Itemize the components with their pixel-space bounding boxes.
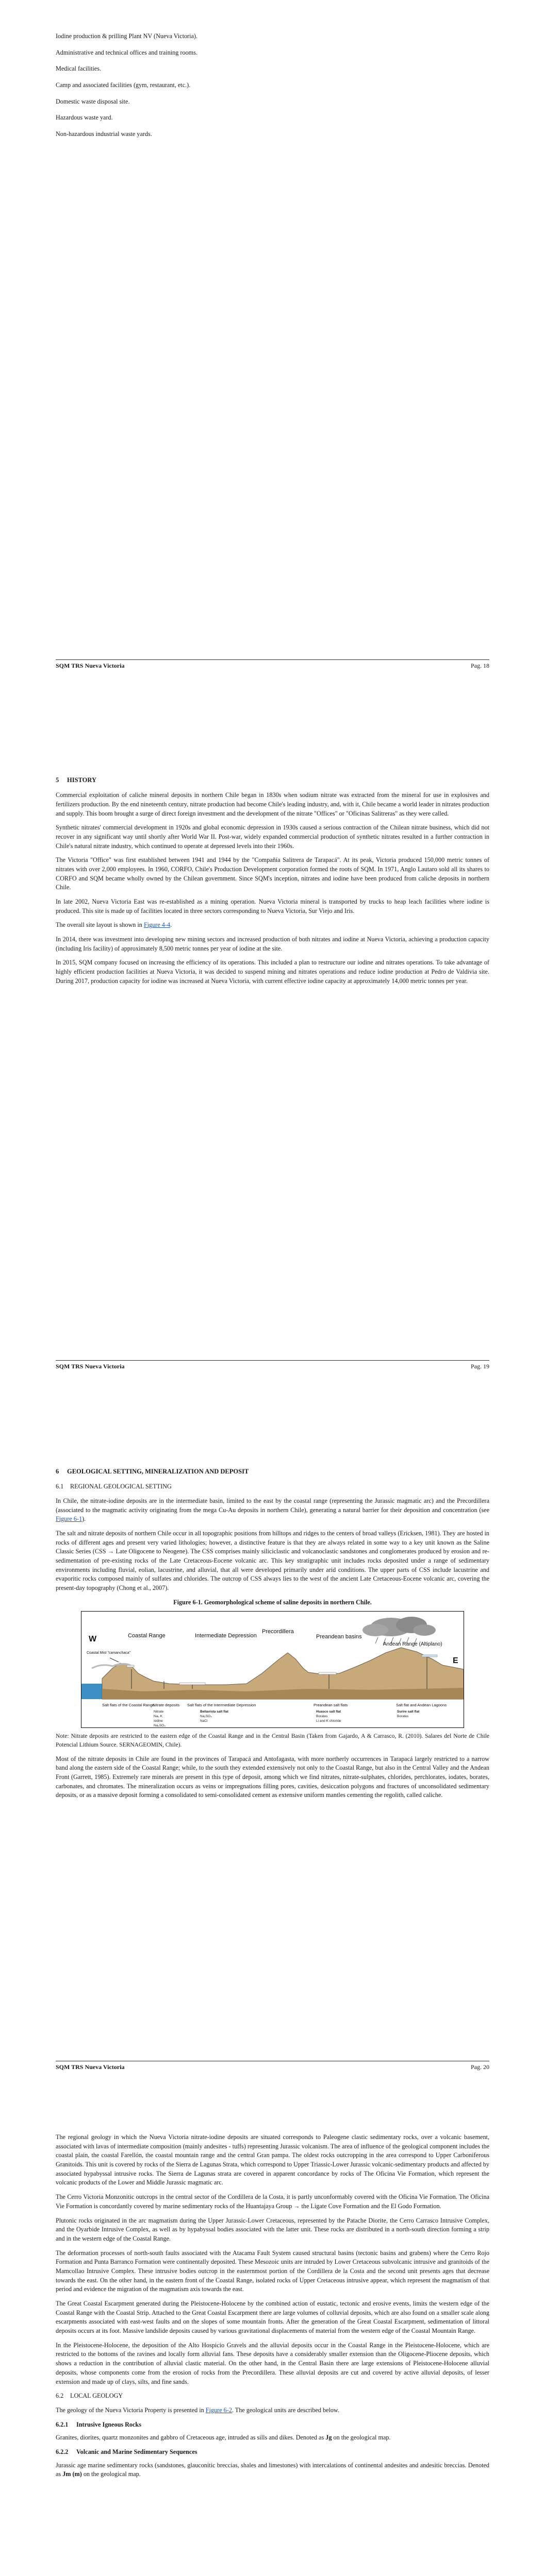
- huasco-title: Huasco salt flat: [316, 1710, 341, 1714]
- subsubsection-heading: 6.2.1 Intrusive Igneous Rocks: [56, 2420, 141, 2428]
- geomorphology-figure: [81, 1611, 464, 1728]
- section-heading: 5 HISTORY: [56, 776, 96, 784]
- east-label: E: [453, 1656, 458, 1666]
- paragraph: In 2015, SQM company focused on increasing the efficiency of its operations. This included a plan to restructure our iodine and nitrates operations. To take advantage of highly efficient production facilities at Nueva Victoria, it was decided to suspend mining and nitrates operations and reduce iodine production at Pedro de Valdivia site. During 2017, production capacity for iodine was increased at Nueva Victoria, with current effective iodine capacity at approximately 14,000 metric tonnes per year.: [56, 959, 489, 985]
- paragraph: The deformation processes of north-south faults associated with the Atacama Fault System caused structural basins (tectonic basins and grabens) where the Cerro Rojo Formation and Punta Barranco Formation were continentally deposited. These Mesozoic units are intruded by Lower Cretaceous subvolcanic intrusive and granitoids of the Mamcollao Intrusive Complex. These intrusive bodies outcrop in the easternmost portion of the Cordillera de la Costa and the second unit presents ages that decrease towards the east. On the other hand, in the eastern front of the Coastal Range, isolated rocks of Upper Cretaceous intrusive appear, which represent the magmatism of that period and evidence the migration of the magmatism axis towards the east.: [56, 2249, 489, 2293]
- bellavista-item: Na₂SO₄: [200, 1715, 212, 1719]
- page-footer: [56, 1360, 489, 1370]
- list-item: Administrative and technical offices and training rooms.: [56, 48, 197, 56]
- paragraph: Commercial exploitation of caliche mineral deposits in northern Chile began in 1830s when sodium nitrate was extracted from the mineral for use in explosives and fertilizers production. By the end nineteenth century, nitrate production had become Chile's leading industry, and, with it, Chile became a world leader in nitrates production and supply. This boom brought a surge of direct foreign investment and the development of the nitrate "Offices" or "Oficinas Salitreras" as they were called.: [56, 791, 489, 817]
- list-item: Non-hazardous industrial waste yards.: [56, 130, 152, 138]
- figure-caption: Figure 6-1. Geomorphological scheme of saline deposits in northern Chile.: [173, 1598, 372, 1606]
- footer-title: SQM TRS Nueva Victoria: [56, 1363, 125, 1370]
- nitrate-list-item: Iodine: [154, 1719, 163, 1723]
- coastal-range-label: Coastal Range: [128, 1633, 166, 1639]
- paragraph: The Cerro Victoria Monzonitic outcrops in the central sector of the Cordillera de la Costa, it is partly unconformably covered with the Oficina Vie Formation. The Oficina Vie Formation is concordantly covered by marine sedimentary rocks of the Huantajaya Group → the Ligate Cove Formation and the El Godo Formation.: [56, 2193, 489, 2210]
- page-footer: [56, 659, 489, 670]
- footer-title: SQM TRS Nueva Victoria: [56, 2063, 125, 2071]
- coastal-mist-label: Coastal Mist "camanchaca": [87, 1651, 131, 1655]
- paragraph: In the Pleistocene-Holocene, the deposition of the Alto Hospicio Gravels and the alluvial deposits occur in the Coastal Range in the Pleistocene-Holocene, which are restricted to the bottoms of the ravines and locally form alluvial fans. These deposits have a considerably smaller extension than the Oligocene-Pliocene deposits, which shows a reduction in the contribution of alluvial clastic material. On the other hand, in the Central Basin there are large extensions of Pleistocene-Holocene alluvial deposits, whose components come from the erosion of rocks from the Precordillera. These alluvial deposits are cut and covered by active alluvial deposits, of lesser extension and made up of clays, silts, and fine sands.: [56, 2341, 489, 2385]
- page-18: [0, 0, 544, 708]
- history-section: [56, 775, 489, 991]
- preandean-basins-label: Preandean basins: [316, 1634, 362, 1640]
- paragraph: Granites, diorites, quartz monzonites and gabbro of Cretaceous age, intruded as sills and dikes. Denoted as Jg on the geological map.: [56, 2434, 391, 2442]
- geomorphology-diagram: [81, 1612, 464, 1727]
- paragraph: Jurassic age marine sedimentary rocks (sandstones, glauconitic breccias, shales and limestones) with intercalations of continental andesites and andesitic breccias. Denoted as Jm (m) on the geological map.: [56, 2461, 489, 2478]
- paragraph: In Chile, the nitrate-iodine deposits are in the intermediate basin, limited to the east by the coastal range (representing the Jurassic magmatic arc) and the Precordillera (associated to the magmatic activity originating from the mega Cu-Au deposits in northern Chile), generating a natural barrier for their deposition and concentration (see Figure 6-1).: [56, 1497, 489, 1523]
- paragraph: The Victoria "Office" was first established between 1941 and 1944 by the "Compañía Salitrera de Tarapacá". At its peak, Victoria produced 150,000 metric tonnes of nitrates with over 2,000 employees. In 1960, CORFO, Chile's Production Development corporation formed the roots of SQM. In 1971, Anglo Lautaro sold all its shares to CORFO and SQM became wholly owned by the Chilean government. Since SQM's inception, nitrates and iodine have been produced from caliche deposits in northern Chile.: [56, 856, 489, 891]
- paragraph: The salt and nitrate deposits of northern Chile occur in all topographic positions from hilltops and ridges to the centers of broad valleys (Ericksen, 1981). They are hosted in rocks of different ages and present very varied lithologies; however, a distinctive feature is that they are always related in some way to a key unit known as the Saline Classic Series (CSS → Late Oligocene to Neogene). The CSS comprises mainly siliciclastic and volcanoclastic sandstones and conglomerates produced by erosion and re-sedimentation of pre-existing rocks of the Late Cretaceous-Eocene volcanic arc. This key stratigraphic unit includes rocks deposited under a range of sedimentary environments including fluvial, eolian, lacustrine, and alluvial, that all were developed primarily under arid conditions. The upper parts of CSS include lacustrine and evaporitic rocks composed mainly of sulfates and chlorides. The outcrop of CSS always lies to the west of the ancient Late Cretaceous-Eocene volcanic arc, covering the present-day topography (Chong et al., 2007).: [56, 1529, 489, 1591]
- subsection-heading: 6.1 REGIONAL GEOLOGICAL SETTING: [56, 1483, 172, 1490]
- figure-note: Note: Nitrate deposits are restricted to the eastern edge of the Coastal Range and in the Central Basin (Taken from Gajardo, A & Carrasco, R. (2010). Salares del Norte de Chile Potencial Lithium Source. SERNAGEOMIN, Chile).: [56, 1733, 489, 1749]
- section-heading: 6 GEOLOGICAL SETTING, MINERALIZATION AND DEPOSIT: [56, 1468, 249, 1475]
- page-footer: [56, 2061, 489, 2071]
- paragraph: In late 2002, Nueva Victoria East was re-established as a mining operation. Nueva Victoria mineral is transported by trucks to heap leach facilities where iodine is produced. This site is made up of facilities located in three sectors corresponding to Nueva Victoria, Sur Viejo and Iris.: [56, 898, 489, 914]
- huasco-item: Li and K chloride: [316, 1719, 341, 1723]
- bellavista-title: Bellavista salt flat: [200, 1710, 228, 1714]
- paragraph: In 2014, there was investment into developing new mining sectors and increased production of both nitrates and iodine at Nueva Victoria, achieving a production capacity (including Iris facility) of approximately 8,500 metric tonnes per year of iodine at the site.: [56, 936, 489, 952]
- salt-flats-coastal-label: Salt flats of the Coastal Range: [102, 1703, 155, 1708]
- list-item: Domestic waste disposal site.: [56, 97, 130, 105]
- nitrate-list-item: Nitrate: [154, 1710, 164, 1714]
- andean-range-label: Andean Range (Altiplano): [383, 1641, 442, 1648]
- figure-link[interactable]: Figure 6-1: [56, 1515, 83, 1523]
- paragraph: Most of the nitrate deposits in Chile are found in the provinces of Tarapacá and Antofagasta, with more northerly occurrences in Tarapacá largely restricted to a narrow band along the eastern side of the Coastal Range; while, to the south they extended extensively not only to the Coastal Range, but also in the Central Valley and the Andean Front (Garrett, 1985). Extremely rare minerals are present in this type of deposit, among which we find nitrates, nitrate-sulphates, chlorides, perchlorates, iodates, borates, carbonates, and chromates. The mineralization occurs as veins or impregnations filling pores, cavities, desiccation polygons and fractures of unconsolidated sedimentary deposits, or as a massive deposit forming a consolidated to semi-consolidated cement as extensive uniform mantles cementing the regolith, called caliche.: [56, 1755, 489, 1799]
- paragraph: Synthetic nitrates' commercial development in 1920s and global economic depression in 1930s caused a serious contraction of the Chilean nitrate business, which did not recover in any significant way until shortly after World War II. Post-war, widely expanded commercial production of synthetic nitrates resulted in a further contraction in Chile's natural nitrate industry, which continued to operate at depressed levels into their 1960s.: [56, 824, 489, 850]
- regional-geology-continued: [56, 2133, 489, 2484]
- page-number: Pag. 18: [471, 662, 489, 669]
- nitrate-list-item: Na₂ K: [154, 1715, 162, 1719]
- surire-item: Borates: [397, 1715, 409, 1719]
- subsubsection-heading: 6.2.2 Volcanic and Marine Sedimentary Sequences: [56, 2448, 197, 2455]
- surire-title: Surire salt flat: [397, 1710, 420, 1714]
- salt-flat-andean-label: Salt flat and Andean Lagoons: [396, 1703, 447, 1708]
- list-item: Hazardous waste yard.: [56, 114, 113, 122]
- page-number: Pag. 20: [471, 2063, 489, 2071]
- ocean: [81, 1684, 102, 1699]
- paragraph: The geology of the Nueva Victoria Property is presented in Figure 6-2. The geological units are described below.: [56, 2406, 340, 2414]
- list-item: Medical facilities.: [56, 65, 101, 73]
- list-item: Iodine production & prilling Plant NV (Nueva Victoria).: [56, 32, 198, 40]
- preandean-salt-flats-label: Preandean salt flats: [314, 1703, 348, 1708]
- facility-list: [56, 32, 489, 146]
- paragraph: The overall site layout is shown in Figure 4-4.: [56, 921, 172, 929]
- west-label: W: [89, 1635, 97, 1644]
- huasco-item: Borates: [316, 1715, 328, 1719]
- figure-link[interactable]: Figure 4-4: [143, 921, 171, 929]
- page-19: [0, 708, 544, 1412]
- footer-title: SQM TRS Nueva Victoria: [56, 662, 125, 669]
- page-21: [0, 2115, 544, 2576]
- list-item: Camp and associated facilities (gym, restaurant, etc.).: [56, 81, 191, 89]
- page-number: Pag. 19: [471, 1363, 489, 1370]
- intermediate-depression-label: Intermediate Depression: [195, 1633, 257, 1639]
- precordillera-label: Precordillera: [262, 1629, 294, 1635]
- figure-link[interactable]: Figure 6-2: [205, 2406, 232, 2414]
- geology-section: [56, 1467, 489, 1805]
- nitrate-list-item: Na₂SO₄: [154, 1724, 166, 1728]
- paragraph: Plutonic rocks originated in the arc magmatism during the Upper Jurassic-Lower Cretaceous, represented by the Patache Diorite, the Cerro Carrasco Intrusive Complex, and the Oyarbide Intrusive Complex, as well as by hypabyssal bodies associated with the latter unit. These rocks are distributed in a north-south direction forming a strip and in the western edge of the Coastal Range.: [56, 2216, 489, 2242]
- paragraph: The Great Coastal Escarpment generated during the Pleistocene-Holocene by the combined action of eustatic, tectonic and erosive events, limits the western edge of the Coastal Range with the Coastal Strip. Attached to the Great Coastal Escarpment there are large volumes of colluvial deposits, which are also found on a smaller scale along escarpments associated with east-west faults and on the slopes of some mountain fronts. After the generation of the Great Coastal Escarpment, sedimentation of littoral deposits occurs at its foot. Massive landslide deposits caused by various gravitational displacements of material from the western edge of the Coastal Mountain Range.: [56, 2300, 489, 2335]
- subsection-heading: 6.2 LOCAL GEOLOGY: [56, 2392, 123, 2400]
- nitrate-deposits-label: Nitrate deposits: [153, 1703, 180, 1708]
- paragraph: The regional geology in which the Nueva Victoria nitrate-iodine deposits are situated corresponds to Paleogene clastic sedimentary rocks, over a volcanic basement, associated with lavas of intermediate composition (mainly andesites - tuffs) representing Jurassic volcanism. The area of influence of the geological component includes the coastal plain, the coastal Farellón, the coastal mountain range and the central Gran pampa. The oldest rocks outcropping in the area correspond to Upper Carboniferous Granitoids. This unit is covered by rocks of the Sierra de Lagunas Strata, which correspond to Upper Triassic-Lower Jurassic volcanic-sedimentary products and affected by associated hypabyssal intrusive rocks. The Sierra de Lagunas strata are covered in apparent concordance by rocks of The Oficina Vie Formation, which represent the volcanic products of the Lower and Middle Jurassic magmatic arc.: [56, 2133, 489, 2187]
- page-20: [0, 1412, 544, 2115]
- bellavista-item: NaCl: [200, 1719, 208, 1723]
- salt-flats-intermediate-label: Salt flats of the Intermediate Depression: [187, 1703, 256, 1708]
